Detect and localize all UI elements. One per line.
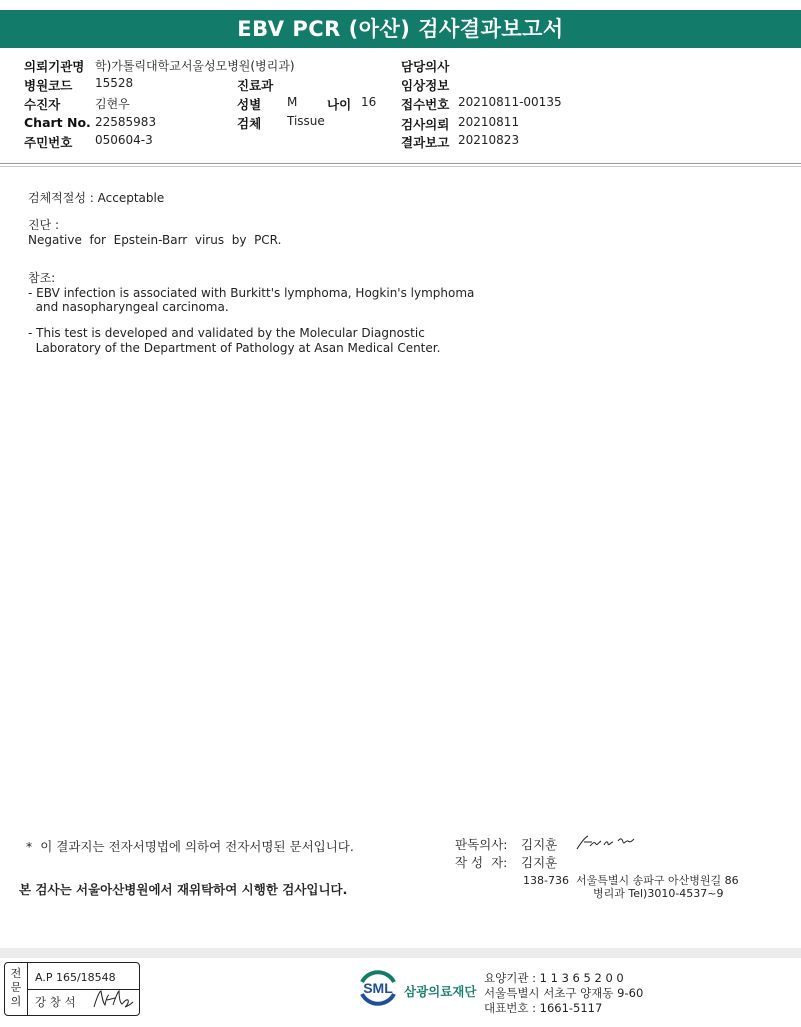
- reference-2-line-2: Laboratory of the Department of Pathology at Asan Medical Center.: [28, 341, 441, 355]
- footer-separator: [0, 948, 801, 958]
- patient-label: 수진자: [24, 97, 61, 112]
- outsourced-notice: 본 검사는 서울아산병원에서 재위탁하여 시행한 검사입니다.: [19, 882, 348, 897]
- chart-no-label: Chart No.: [24, 115, 91, 130]
- request-date-label: 검사의뢰: [401, 117, 450, 132]
- request-date-value: 20210811: [458, 115, 520, 129]
- reading-doctor-signature: [574, 833, 636, 853]
- specialist-name: 강 창 석: [35, 995, 76, 1009]
- reference-heading: 참조:: [28, 271, 56, 285]
- hospital-code-value: 15528: [95, 76, 134, 90]
- chart-no-value: 22585983: [95, 115, 157, 129]
- reference-1-line-1: - EBV infection is associated with Burkitt's lymphoma, Hogkin's lymphoma: [28, 286, 475, 300]
- resident-no-label: 주민번호: [24, 135, 73, 150]
- specialist-vertical-label: 전문의: [10, 967, 22, 1008]
- report-title: EBV PCR (아산) 검사결과보고서: [0, 10, 801, 48]
- header-divider: [0, 163, 801, 164]
- hospital-code-label: 병원코드: [24, 78, 73, 93]
- sex-label: 성별: [237, 97, 262, 112]
- reference-2-line-1: - This test is developed and validated by the Molecular Diagnostic: [28, 326, 425, 340]
- asan-address: 138-736 서울특별시 송파구 아산병원길 86: [523, 874, 739, 887]
- diagnosis-text: Negative for Epstein-Barr virus by PCR.: [28, 233, 282, 247]
- resident-no-value: 050604-3: [95, 133, 153, 147]
- report-date-label: 결과보고: [401, 135, 450, 150]
- diagnosis-heading: 진단 :: [28, 218, 60, 232]
- e-signature-notice: * 이 결과지는 전자서명법에 의하여 전자서명된 문서입니다.: [26, 839, 354, 854]
- header-divider-shadow: [0, 166, 801, 167]
- patient-value: 김현우: [95, 97, 130, 111]
- org-phone: 대표번호 : 1661-5117: [484, 1001, 603, 1015]
- report-date-value: 20210823: [458, 133, 520, 147]
- referring-institution-value: 학)가톨릭대학교서울성모병원(병리과): [95, 59, 295, 73]
- receipt-no-value: 20210811-00135: [458, 95, 562, 109]
- specialist-stamp-box: [4, 962, 140, 1016]
- specialist-signature: [91, 987, 135, 1011]
- department-label: 진료과: [237, 78, 274, 93]
- specimen-label: 검체: [237, 116, 262, 131]
- institution-number: 요양기관 : 1 1 3 6 5 2 0 0: [484, 971, 624, 985]
- age-value: 16: [361, 95, 377, 109]
- sml-logo-icon: [356, 966, 400, 1010]
- reference-1-line-2: and nasopharyngeal carcinoma.: [28, 300, 229, 314]
- author-label: 작 성 자:: [455, 855, 508, 870]
- org-name: 삼광의료재단: [404, 984, 477, 999]
- specimen-adequacy: 검체적절성 : Acceptable: [28, 191, 165, 205]
- clinical-info-label: 임상정보: [401, 78, 450, 93]
- sex-value: M: [287, 95, 298, 109]
- doctor-label: 담당의사: [401, 59, 450, 74]
- age-label: 나이: [327, 97, 352, 112]
- referring-institution-label: 의뢰기관명: [24, 59, 85, 74]
- reading-doctor-name: 김지훈: [521, 837, 558, 852]
- asan-tel: 병리과 Tel)3010-4537~9: [593, 887, 724, 900]
- ap-license: A.P 165/18548: [35, 971, 116, 984]
- author-name: 김지훈: [521, 855, 558, 870]
- specimen-value: Tissue: [287, 114, 325, 128]
- sml-logo-text: SML: [363, 980, 393, 996]
- org-address: 서울특별시 서초구 양재동 9-60: [484, 986, 644, 1000]
- receipt-no-label: 접수번호: [401, 97, 450, 112]
- reading-doctor-label: 판독의사:: [455, 837, 508, 852]
